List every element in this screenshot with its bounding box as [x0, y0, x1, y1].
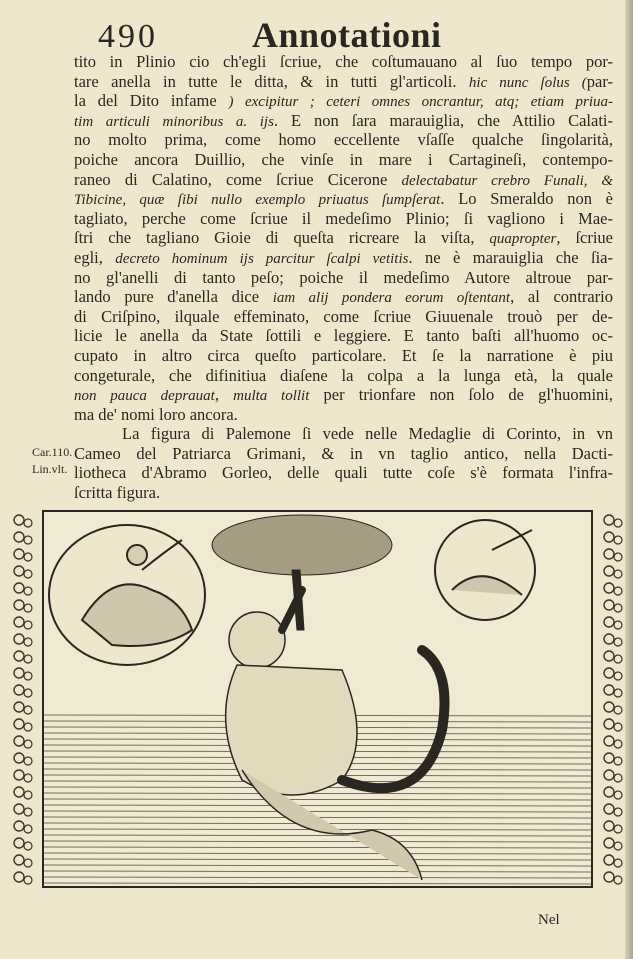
fleuron-ornament [604, 651, 622, 663]
text-run: poiche ancora Duillio, che vinſe in mare i Cartagineſi, contempo- [74, 149, 613, 169]
text-line [74, 405, 613, 425]
latin-quote: iam alij pondera eorum oſtentant [272, 290, 511, 307]
text-line [74, 346, 613, 366]
fleuron-ornament [14, 855, 32, 867]
fleuron-ornament [604, 549, 622, 561]
fleuron-ornament [604, 566, 622, 578]
body-text [74, 52, 613, 503]
fleuron-ornament [14, 872, 32, 884]
fleuron-ornament [14, 770, 32, 782]
text-run: liotheca d'Abramo Gorleo, delle quali tutte coſe s'è formata l'infra- [74, 463, 613, 483]
ornamental-border-right [598, 512, 628, 892]
medallion-left [49, 525, 205, 665]
text-line [74, 424, 613, 444]
fleuron-ornament [14, 600, 32, 612]
text-line [74, 444, 613, 464]
latin-quote: Tibicine, quæ ſibi nullo exemplo priuatus ſumpſerat [74, 192, 441, 209]
text-run: , [214, 385, 234, 405]
fleuron-ornament [604, 702, 622, 714]
text-run: per trionfare non ſolo de gl'huomini, [309, 385, 614, 405]
marginal-note-line: Lin.vlt. [32, 462, 68, 476]
fleuron-ornament [14, 515, 32, 527]
latin-quote: multa tollit [233, 388, 310, 405]
text-line [74, 150, 613, 170]
fleuron-ornament [14, 821, 32, 833]
fleuron-ornament [604, 719, 622, 731]
text-run: ma de' nomi loro ancora. [74, 404, 238, 424]
fleuron-ornament [14, 719, 32, 731]
fleuron-ornament [604, 787, 622, 799]
text-run: lando pure d'anella dice [74, 287, 273, 307]
latin-quote: tim articuli minoribus a. ijs [74, 113, 274, 130]
latin-quote: ) excipitur ; ceteri omnes oncrantur, atq; etiam priua- [228, 94, 613, 111]
text-run: ſtri che tagliano Gioie di queſta ricreare la viſta, [74, 228, 490, 248]
fleuron-ornament [14, 702, 32, 714]
fleuron-ornament [604, 515, 622, 527]
text-run: congeturale, che difinitiua diaſene la colpa a la lunga età, la quale [74, 365, 613, 385]
latin-quote: decreto hominum ijs parcitur ſcalpi vetitis [115, 250, 409, 267]
catchword: Nel [538, 912, 560, 928]
fleuron-ornament [604, 821, 622, 833]
fleuron-ornament [14, 634, 32, 646]
fleuron-ornament [604, 532, 622, 544]
text-line [74, 111, 613, 131]
text-line [74, 209, 613, 229]
fleuron-ornament [14, 532, 32, 544]
text-run: egli, [74, 247, 116, 267]
text-run: Cameo del Patriarca Grimani, & in vn taglio antico, nella Dacti- [74, 443, 613, 463]
text-run: , al contrario [510, 287, 613, 307]
fleuron-ornament [14, 617, 32, 629]
woodcut-illustration-palemone [42, 510, 593, 888]
text-line [74, 228, 613, 248]
running-title: Annotationi [252, 15, 442, 55]
latin-quote: non pauca deprauat [74, 388, 215, 405]
text-line [74, 170, 613, 190]
text-run: ſcritta figura. [74, 483, 161, 503]
text-line [74, 366, 613, 386]
text-run: no molto prima, come homo eccellente vſaſſe qualche ſingolarità, [74, 130, 613, 150]
marginal-note [32, 444, 72, 478]
text-line [74, 130, 613, 150]
text-line [74, 385, 613, 405]
fleuron-ornament [14, 736, 32, 748]
fleuron-ornament [604, 634, 622, 646]
page-number: 490 [98, 18, 158, 55]
fleuron-ornament [604, 736, 622, 748]
text-run: . Lo Smeraldo non è [440, 189, 614, 209]
text-run: . ne è marauiglia che ſia- [408, 247, 613, 267]
fleuron-ornament [604, 668, 622, 680]
text-line [74, 189, 613, 209]
latin-quote: hic nunc ſolus ( [468, 74, 587, 91]
ornamental-border-left [8, 512, 38, 892]
fleuron-ornament [14, 838, 32, 850]
text-line [74, 483, 613, 503]
fleuron-ornament [604, 583, 622, 595]
text-run: . E non ſara marauiglia, che Attilio Calati- [273, 110, 613, 130]
text-line [74, 268, 613, 288]
text-line [74, 307, 613, 327]
fleuron-ornament [14, 804, 32, 816]
fleuron-ornament [14, 583, 32, 595]
latin-quote: quapropter [489, 231, 557, 248]
text-line [74, 72, 613, 92]
fleuron-ornament [14, 685, 32, 697]
fleuron-ornament [604, 685, 622, 697]
fleuron-ornament [14, 549, 32, 561]
text-run: par- [586, 71, 613, 91]
fleuron-ornament [604, 872, 622, 884]
fleuron-ornament [604, 753, 622, 765]
fleuron-ornament [14, 787, 32, 799]
text-line [74, 463, 613, 483]
medallion-right [435, 520, 535, 620]
fleuron-ornament [604, 617, 622, 629]
text-run: , ſcriue [556, 228, 613, 248]
marginal-note-line: Car.110. [32, 445, 73, 459]
text-run: cupato in altro circa queſto particolare. Et ſe la narratione è piu [74, 345, 613, 365]
text-line [74, 52, 613, 72]
text-run: di Criſpino, ilquale effeminato, come ſcriue Giuuenale trouò per de- [74, 306, 613, 326]
fleuron-ornament [604, 770, 622, 782]
fleuron-ornament [14, 651, 32, 663]
fleuron-ornament [14, 753, 32, 765]
text-run: la del Dito infame [74, 91, 229, 111]
text-line [74, 248, 613, 268]
text-line [74, 91, 613, 111]
text-run: tagliato, perche come ſcriue il medeſimo Plinio; ſi vagliono i Mae- [74, 208, 613, 228]
text-line [74, 287, 613, 307]
fleuron-ornament [604, 855, 622, 867]
text-run: La figura di Palemone ſi vede nelle Medaglie di Corinto, in vn [122, 424, 613, 444]
text-run: tare anella in tutte le ditta, & in tutti gl'articoli. [74, 71, 469, 91]
text-run: no gl'anelli di tanto peſo; poiche il medeſimo Autore altroue par- [74, 267, 613, 287]
text-line [74, 326, 613, 346]
fleuron-ornament [14, 566, 32, 578]
text-run: tito in Plinio cio ch'egli ſcriue, che coſtumauano al ſuo tempo por- [74, 52, 613, 71]
fleuron-ornament [14, 668, 32, 680]
fleuron-ornament [604, 600, 622, 612]
text-run: raneo di Calatino, come ſcriue Cicerone [74, 169, 402, 189]
latin-quote: delectabatur crebro Funali, & [401, 172, 614, 189]
fleuron-ornament [604, 804, 622, 816]
text-run: licie le anella da State ſottili e leggiere. E tanto baſti all'huomo oc- [74, 326, 613, 346]
fleuron-ornament [604, 838, 622, 850]
